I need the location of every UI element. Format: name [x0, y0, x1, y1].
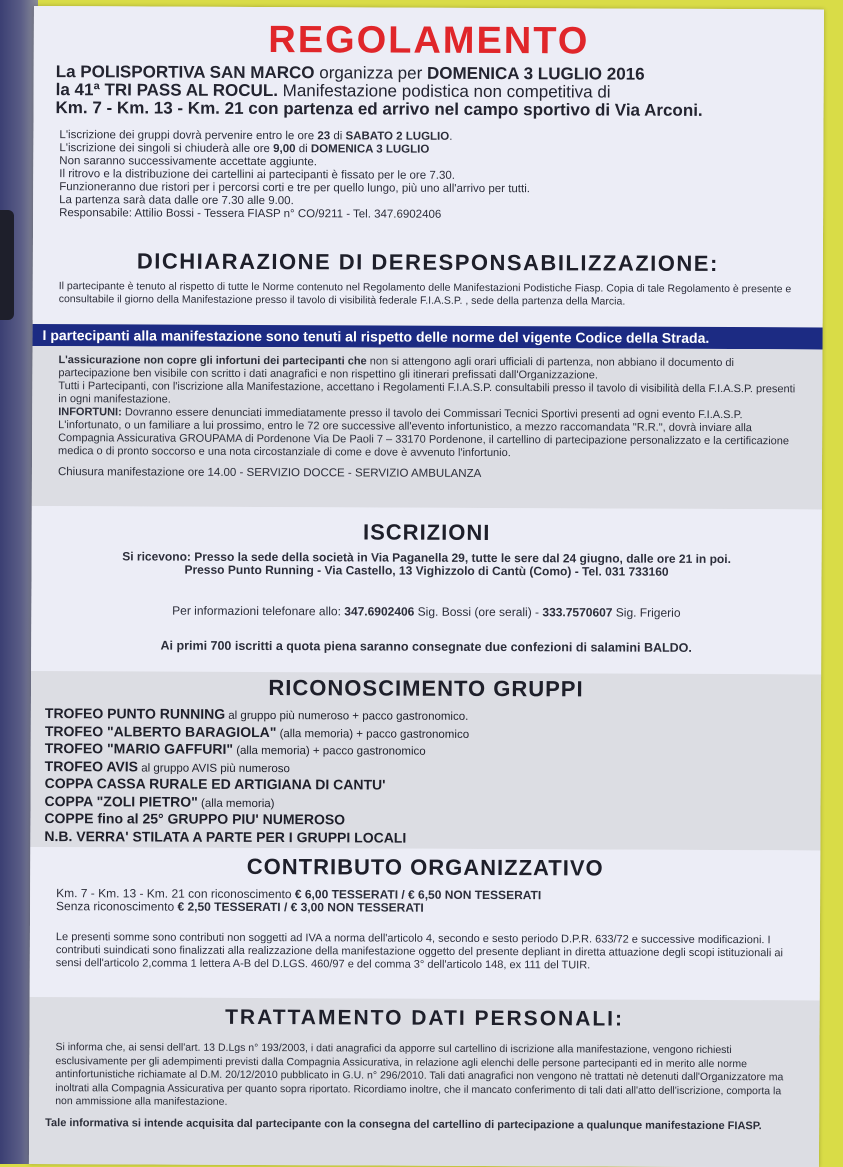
trophy-detail: al gruppo più numeroso + pacco gastronomico. — [225, 710, 468, 723]
trophy-detail: (alla memoria) + pacco gastronomico — [276, 728, 469, 741]
assicurazione-section — [32, 346, 823, 509]
riconoscimento-section — [30, 671, 821, 850]
info-label: Per informazioni telefonare allo: — [172, 604, 344, 619]
assicurazione-text: non si attengono agli orari ufficiali di partenza, non abbiano il documento di partecipazione ben visibile con scritto i dati anagrafici e non rispettino gli itinerari prefissati dall'Organizzazione. — [58, 355, 734, 381]
riconoscimento-title: RICONOSCIMENTO GRUPPI — [31, 671, 821, 703]
contributo-price: € 2,50 TESSERATI / € 3,00 NON TESSERATI — [177, 900, 423, 915]
trophy-name: TROFEO "ALBERTO BARAGIOLA" — [45, 723, 277, 740]
trophy-name: TROFEO "MARIO GAFFURI" — [45, 740, 233, 757]
phone-frigerio: 333.7570607 — [542, 605, 612, 619]
binder-clip — [0, 210, 14, 320]
phone-bossi: 347.6902406 — [344, 604, 414, 618]
rule-part: . — [449, 131, 452, 143]
trattamento-section — [29, 997, 820, 1167]
rule-part: Il ritrovo e la distribuzione dei cartellini ai partecipanti è fissato per le ore 7.30. — [59, 168, 455, 182]
closing-services: Chiusura manifestazione ore 14.00 - SERVIZIO DOCCE - SERVIZIO AMBULANZA — [32, 466, 822, 482]
info-label: Sig. Bossi (ore serali) - — [414, 605, 542, 620]
regolamenti-paragraph: Tutti i Partecipanti, con l'iscrizione alla Manifestazione, accettano i Regolamenti F.I.A.S.P. consultabili presso il tavolo di visibilità della F.I.A.S.P. presenti in ogni manifestazione. — [32, 380, 822, 409]
iscrizioni-title: ISCRIZIONI — [32, 506, 822, 547]
deresponsabilizzazione-title: DICHIARAZIONE DI DERESPONSABILIZZAZIONE: — [33, 238, 823, 277]
contributo-label: Senza riconoscimento — [56, 899, 177, 914]
rules-list — [33, 129, 823, 223]
info-telefono — [31, 604, 821, 620]
trattamento-title: TRATTAMENTO DATI PERSONALI: — [30, 997, 820, 1032]
rule-part: La partenza sarà data dalle ore 7.30 alle 9.00. — [59, 194, 294, 207]
contributo-price: € 6,00 TESSERATI / € 6,50 NON TESSERATI — [295, 887, 541, 902]
trophy-name: COPPA CASSA RURALE ED ARTIGIANA DI CANTU' — [45, 775, 386, 792]
rule-part: L'iscrizione dei gruppi dovrà pervenire entro le ore — [59, 129, 317, 142]
page-title: REGOLAMENTO — [34, 6, 824, 64]
contributo-text: Le presenti somme sono contributi non soggetti ad IVA a norma dell'articolo 4, secondo e sesto periodo D.P.R. 633/72 e successive modificazioni. I contributi suindicati sono finalizzati alla realizzazione della manifestazione oggetto del presente depliant in diretta attuazione degli scopi istituzionali ai sensi dell'articolo 2,comma 1 lettera A-B del D.LGS. 460/97 e del comma 3° dell'articolo 148, ex 111 del TUIR. — [30, 931, 820, 973]
codice-strada-bar: I partecipanti alla manifestazione sono tenuti al rispetto delle norme del vigente Codice della Strada. — [33, 324, 823, 349]
rule-part: Funzioneranno due ristori per i percorsi corti e tre per quello lungo, più uno all'arrivo per tutti. — [59, 181, 530, 195]
intro-word: Manifestazione podistica non competitiva di — [283, 81, 611, 101]
trattamento-final: Tale informativa si intende acquisita dal partecipante con la consegna del cartellino di partecipazione a qualunque manifestazione FIASP. — [29, 1116, 819, 1132]
infortuni-paragraph — [32, 406, 822, 461]
iscrizioni-sede: Si ricevono: Presso la sede della società in Via Paganella 29, tutte le sere dal 24 giugno, dalle ore 21 in poi. — [32, 550, 822, 566]
rule-part: Responsabile: Attilio Bossi - Tessera FIASP n° CO/9211 - Tel. 347.6902406 — [59, 207, 441, 221]
contributo-title: CONTRIBUTO ORGANIZZATIVO — [30, 847, 820, 882]
trattamento-text: Si informa che, ai sensi dell'art. 13 D.Lgs n° 193/2003, i dati anagrafici da apporre sul cartellino di iscrizione alla manifestazione, vengono richiesti esclusivamente per gli adempimenti previsti dalla Compagnia Assicurativa, in relazione agli elenchi delle persone partecipanti ed in merito alle norme antinfortunistiche richiamate al D.M. 20/12/2010 pubblicato in G.U. n° 296/2010. Tali dati anagrafici non vengono nè trattati nè detenuti dall'Organizzatore ma inoltrati alla Compagnia Assicurativa per quanto sopra riportato. Ricordiamo inoltre, che il mancato conferimento di tali dati all'atto dell'iscrizione, comporta la non ammissione alla manifestazione. — [29, 1041, 819, 1112]
trophy-name: COPPA "ZOLI PIETRO" — [44, 793, 197, 810]
trophy-name: TROFEO PUNTO RUNNING — [45, 705, 225, 722]
trophy-list — [30, 706, 821, 849]
rule-part: di — [330, 130, 345, 142]
infortuni-text: Dovranno essere denunciati immediatamente presso il tavolo dei Commissari Tecnici Sportivi presenti ad ogni evento F.I.A.S.P. L'infortunato, o un familiare a lui prossimo, entro le 72 ore successive all'evento infortunistico, a mezzo raccomandata "R.R.", dovrà inviare alla Compagnia Assicurativa GROUPAMA di Pordenone Via De Paoli 7 – 33170 Pordenone, il cartellino di partecipazione personalizzato e la certificazione medica o di pronto soccorso e una nota circostanziale di come e dove è avvenuto l'infortunio. — [58, 406, 789, 459]
trophy-detail: al gruppo AVIS più numeroso — [138, 762, 290, 775]
contributo-line2 — [30, 900, 820, 916]
iscrizioni-punto-running: Presso Punto Running - Via Castello, 13 Vighizzolo di Cantù (Como) - Tel. 031 733160 — [32, 563, 822, 579]
regolamento-section — [33, 6, 824, 241]
rule-part: 9,00 — [273, 143, 295, 155]
trophy-name: COPPE fino al 25° GRUPPO PIU' NUMEROSO — [44, 810, 345, 827]
assicurazione-bold: L'assicurazione non copre gli infortuni dei partecipanti che — [58, 354, 366, 367]
trophy-name: TROFEO AVIS — [45, 758, 138, 774]
infortuni-label: INFORTUNI: — [58, 406, 122, 418]
rule-line — [59, 207, 797, 223]
intro-distances: Km. 7 - Km. 13 - Km. 21 con partenza ed arrivo nel campo sportivo di Via Arconi. — [56, 99, 802, 120]
trophy-detail: (alla memoria) — [198, 797, 275, 809]
rule-part: DOMENICA 3 LUGLIO — [311, 143, 429, 156]
deresponsabilizzazione-section — [33, 238, 823, 323]
organizer-name: POLISPORTIVA SAN MARCO — [80, 62, 314, 82]
flyer-page — [29, 6, 824, 1167]
deresponsabilizzazione-text: Il partecipante è tenuto al rispetto di tutte le Norme contenuto nel Regolamento delle Manifestazioni Podistiche Fiasp. Copia di tale Regolamento è presente e consultabile il giorno della Manifestazione presso il tavolo di visibilità federale F.I.A.S.P. , sede della partenza della Marcia. — [33, 280, 823, 309]
event-name: 41ª TRI PASS AL ROCUL. — [75, 80, 278, 100]
prize-note: Ai primi 700 iscritti a quota piena saranno consegnate due confezioni di salamini BALDO. — [31, 639, 821, 655]
rule-part: 23 — [317, 130, 330, 142]
intro-text — [34, 63, 824, 120]
event-date: DOMENICA 3 LUGLIO 2016 — [427, 64, 645, 84]
intro-word: organizza per — [319, 63, 422, 82]
trophy-name: N.B. VERRA' STILATA A PARTE PER I GRUPPI LOCALI — [44, 828, 406, 846]
iscrizioni-section — [31, 506, 822, 674]
rule-part: SABATO 2 LUGLIO — [345, 130, 449, 142]
rule-part: Non saranno successivamente accettate aggiunte. — [59, 155, 317, 168]
intro-word: La — [56, 62, 76, 81]
info-label: Sig. Frigerio — [612, 606, 680, 620]
rule-part: di — [296, 143, 311, 155]
contributo-label: Km. 7 - Km. 13 - Km. 21 con riconoscimento — [56, 886, 295, 901]
assicurazione-paragraph — [32, 346, 822, 383]
contributo-section — [30, 847, 821, 1000]
intro-word: la — [56, 80, 70, 99]
rule-part: L'iscrizione dei singoli si chiuderà alle ore — [59, 142, 273, 155]
trophy-detail: (alla memoria) + pacco gastronomico — [233, 745, 426, 758]
